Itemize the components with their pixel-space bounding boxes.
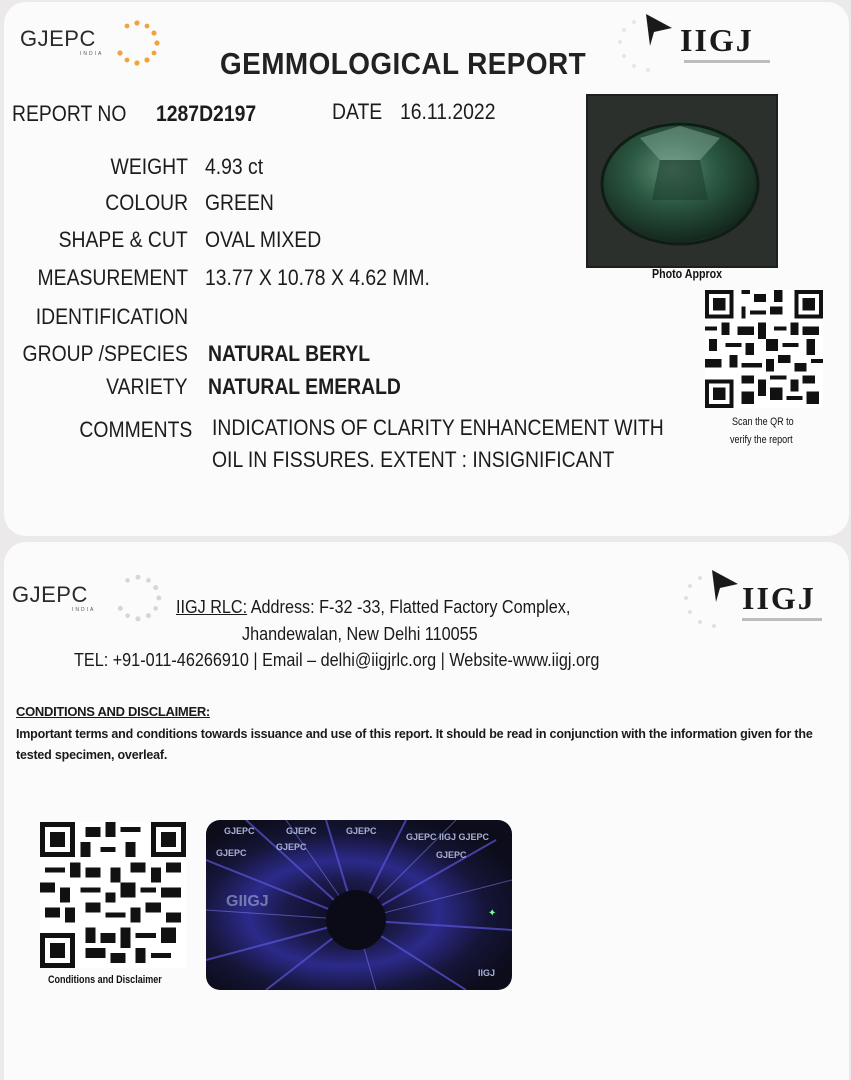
gem-photo xyxy=(586,94,778,268)
measurement-label: MEASUREMENT xyxy=(37,265,188,290)
svg-text:GJEPC: GJEPC xyxy=(276,842,307,852)
date-label: DATE xyxy=(332,99,383,124)
emerald-gem-icon xyxy=(588,96,776,266)
qr-caption-line-2: verify the report xyxy=(730,434,793,446)
shape-cut-label: SHAPE & CUT xyxy=(58,227,188,252)
security-hologram xyxy=(206,820,512,990)
measurement-value: 13.77 X 10.78 X 4.62 MM. xyxy=(205,265,430,290)
svg-text:GJEPC: GJEPC xyxy=(224,826,255,836)
weight-label: WEIGHT xyxy=(110,154,188,179)
report-front-card xyxy=(4,2,849,536)
report-title: GEMMOLOGICAL REPORT xyxy=(220,46,587,81)
qr-caption-line-1: Scan the QR to xyxy=(732,416,794,428)
hologram-rays-icon xyxy=(206,820,512,990)
weight-value: 4.93 ct xyxy=(205,154,264,179)
report-no-label: REPORT NO xyxy=(12,101,127,126)
report-no-value: 1287D2197 xyxy=(156,101,257,126)
svg-text:✦: ✦ xyxy=(488,908,497,919)
svg-text:GJEPC: GJEPC xyxy=(216,848,247,858)
iigj-logo-text-back: IIGJ xyxy=(742,580,816,616)
svg-text:GIIGJ: GIIGJ xyxy=(226,893,269,910)
date-value: 16.11.2022 xyxy=(400,99,496,124)
iigj-emblem-icon xyxy=(610,12,680,76)
iigj-tagline-line-back xyxy=(742,618,822,621)
colour-label: COLOUR xyxy=(105,190,188,215)
identification-label: IDENTIFICATION xyxy=(35,304,188,329)
address-line-2: Jhandewalan, New Delhi 110055 xyxy=(242,624,478,644)
gjepc-logo-text-back: GJEPC xyxy=(12,582,88,607)
comments-line-1: INDICATIONS OF CLARITY ENHANCEMENT WITH xyxy=(212,415,664,440)
sunburst-logo-back-icon xyxy=(112,572,164,624)
comments-label: COMMENTS xyxy=(79,417,192,442)
svg-text:GJEPC IIGJ GJEPC: GJEPC IIGJ GJEPC xyxy=(406,832,490,842)
conditions-qr-code-icon[interactable] xyxy=(40,822,186,968)
verify-qr-code-icon[interactable] xyxy=(704,290,824,408)
disclaimer-text: Important terms and conditions towards issuance and use of this report. It should be read in conjunction with the information given for the tested specimen, overleaf. xyxy=(16,727,813,762)
svg-text:IIGJ: IIGJ xyxy=(478,968,496,978)
report-back-card xyxy=(4,542,849,1080)
svg-text:GJEPC: GJEPC xyxy=(436,850,467,860)
variety-label: VARIETY xyxy=(106,374,188,399)
contact-line: TEL: +91-011-46266910 | Email – delhi@iigjrlc.org | Website-www.iigj.org xyxy=(74,650,600,670)
conditions-qr-caption: Conditions and Disclaimer xyxy=(48,974,162,986)
gjepc-logo-subtext-back: INDIA xyxy=(72,607,96,613)
colour-value: GREEN xyxy=(205,190,274,215)
iigj-logo-text: IIGJ xyxy=(680,22,754,58)
address-line-1 xyxy=(176,597,570,618)
iigj-emblem-back-icon xyxy=(676,568,746,632)
sunburst-logo-icon xyxy=(112,18,162,68)
group-species-label: GROUP /SPECIES xyxy=(22,341,188,366)
shape-cut-value: OVAL MIXED xyxy=(205,227,322,252)
svg-text:GJEPC: GJEPC xyxy=(346,826,377,836)
iigj-tagline-line xyxy=(684,60,770,63)
comments-line-2: OIL IN FISSURES. EXTENT : INSIGNIFICANT xyxy=(212,447,615,472)
gjepc-logo-subtext: INDIA xyxy=(80,51,104,57)
variety-value: NATURAL EMERALD xyxy=(208,374,401,399)
group-species-value: NATURAL BERYL xyxy=(208,341,371,366)
gjepc-logo-text: GJEPC xyxy=(20,26,96,51)
photo-caption: Photo Approx xyxy=(652,266,723,281)
address-label: IIGJ RLC: xyxy=(176,597,248,617)
svg-text:GJEPC: GJEPC xyxy=(286,826,317,836)
disclaimer-heading: CONDITIONS AND DISCLAIMER: xyxy=(16,704,210,719)
address-text: Address: F-32 -33, Flatted Factory Complex, xyxy=(247,597,571,617)
